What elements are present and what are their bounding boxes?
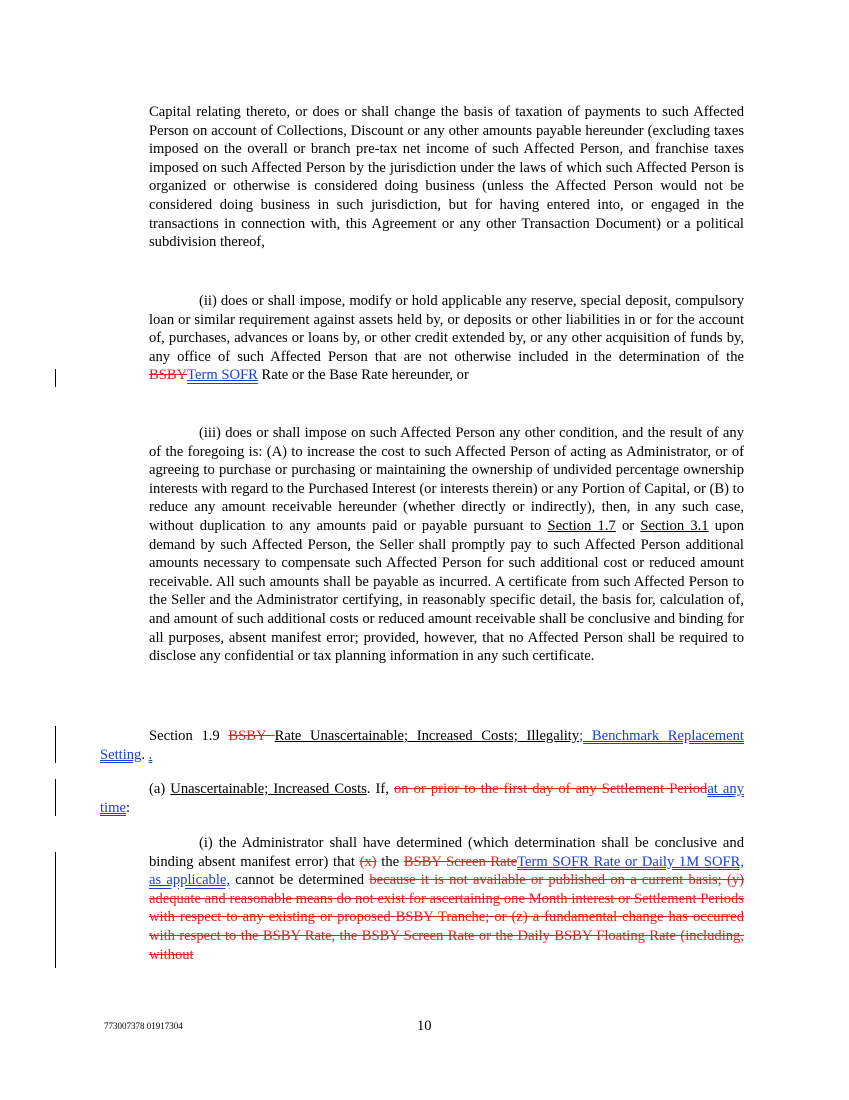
change-bar [55, 726, 56, 763]
paragraph-other-condition [149, 424, 744, 666]
paragraph-capital-taxation [149, 103, 744, 252]
deleted-text: on or prior to the first day of any Settlement Period [393, 781, 708, 797]
subsection-a-heading [100, 780, 744, 817]
paragraph-text: or [615, 517, 641, 534]
paragraph-text: : [125, 799, 131, 816]
paragraph-administrator-determination [149, 834, 744, 964]
paragraph-text: Rate or the Base Rate hereunder, or [257, 367, 469, 384]
change-bar [55, 779, 56, 816]
deleted-text: because it is not available or published on a current basis; (y) adequate and reasonable means do not exist for ascertaining one Month interest or Settlement Periods with respect to any existing or proposed BSBY Tranche; or (z) a fundamental change has occurred with respect to the BSBY Rate, the BSBY Screen Rate or the Daily BSBY Floating Rate (including, without [149, 872, 744, 963]
deleted-text: BSBY [228, 728, 275, 744]
inserted-text: Term SOFR [187, 367, 258, 384]
inserted-text: ; Benchmark Replacement Setting [100, 728, 744, 763]
deleted-text: (x) [359, 853, 377, 870]
section-title: Rate Unascertainable; Increased Costs; Illegality [274, 728, 580, 744]
paragraph-text: (iii) does or shall impose on such Affected Person any other condition, and the result of any of the foregoing is: (A) to increase the cost to such Affected Person of acting as Administrator, or of agreeing to purchase or purchasing or maintaining the ownership of undivided percentage ownership interests with regard to the Purchased Interest (or interests therein) or any Portion of Capital, or (B) to reduce any amount receivable hereunder (whether directly or indirectly), then, in any such case, without duplication to any amounts paid or payable pursuant to [149, 425, 744, 534]
inserted-text: at any time [100, 781, 744, 816]
paragraph-reserve-requirement [149, 292, 744, 385]
paragraph-text: the [376, 853, 404, 870]
deleted-text: BSBY Screen Rate [403, 853, 518, 870]
section-1-9-heading [100, 727, 744, 764]
paragraph-text: . If, [366, 781, 394, 797]
paragraph-text: (ii) does or shall impose, modify or hold applicable any reserve, special deposit, compulsory loan or similar requirement against assets held by, or deposits or other liabilities in or for the account of, purchases, advances or loans by, or other credit extended by, or any other acquisition of funds by, any office of such Affected Person that are not otherwise included in the determination of the [149, 293, 744, 365]
paragraph-text: . [141, 746, 149, 763]
subsection-label: (a) [149, 781, 171, 797]
paragraph-text: upon demand by such Affected Person, the Seller shall promptly pay to such Affected Person additional amounts necessary to compensate such Affected Person for such additional cost or reduced amount receivable. All such amounts shall be payable as incurred. A certificate from such Affected Person to the Seller and the Administrator certifying, in reasonably specific detail, the basis for, calculation of, and amount of such additional costs or reduced amount receivable shall be conclusive and binding for all purposes, absent manifest error; provided, however, that no Affected Person shall be required to disclose any confidential or tax planning information in any such certificate. [149, 517, 744, 665]
paragraph-text: (i) the Administrator shall have determined (which determination shall be conclusive and binding absent manifest error) that [149, 835, 744, 870]
section-reference: Section 1.7 [547, 517, 616, 534]
paragraph-text: cannot be determined [230, 872, 370, 889]
deleted-text: BSBY [149, 367, 188, 384]
document-id: 773007378 01917304 [104, 1021, 183, 1031]
page-number: 10 [417, 1018, 432, 1034]
change-bar [55, 369, 56, 387]
section-reference: Section 3.1 [640, 517, 709, 534]
inserted-text: Term SOFR Rate or Daily 1M SOFR, as applicable, [149, 853, 745, 889]
inserted-text: . [148, 746, 153, 763]
section-number: Section 1.9 [149, 728, 229, 744]
subsection-title: Unascertainable; Increased Costs [170, 781, 367, 797]
paragraph-text: Capital relating thereto, or does or shall change the basis of taxation of payments to such Affected Person on account of Collections, Discount or any other amounts payable hereunder (excluding taxes imposed on the overall or branch pre-tax net income of such Affected Person, and franchise taxes imposed on such Affected Person by the jurisdiction under the laws of which such Affected Person is organized or otherwise is considered doing business (unless the Affected Person would not be considered doing business in such jurisdiction, but for having entered into, or engaged in the transactions in connection with, this Agreement or any other Transaction Document) or a political subdivision thereof, [149, 104, 744, 251]
change-bar [55, 852, 56, 968]
